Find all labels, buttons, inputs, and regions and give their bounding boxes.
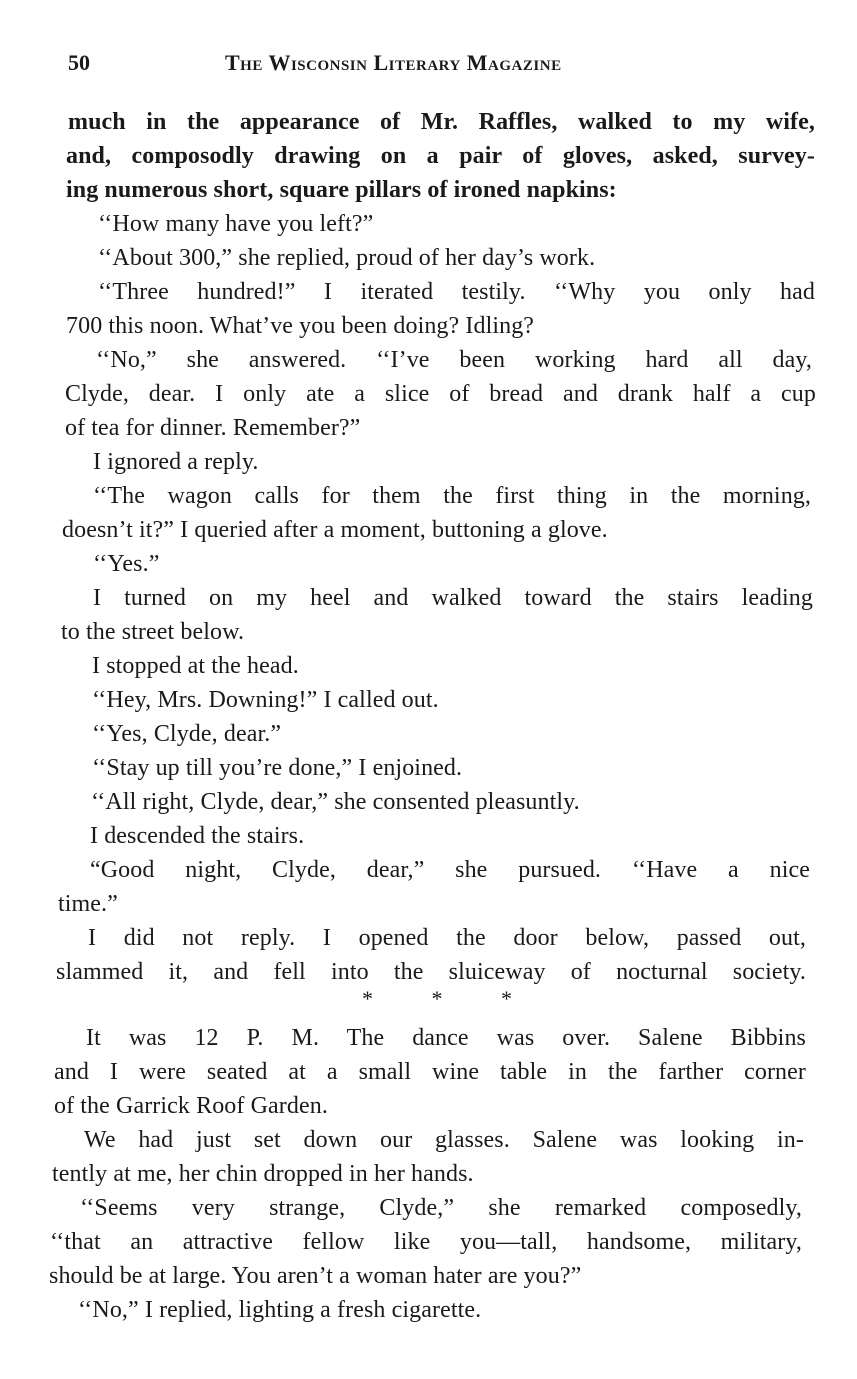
text-line: slammed it, and fell into the sluiceway of nocturnal society.	[56, 959, 806, 985]
text-line: ‘‘About 300,” she replied, proud of her day’s work.	[98, 245, 596, 271]
text-line: Clyde, dear. I only ate a slice of bread and drank half a cup	[65, 381, 816, 407]
text-line: We had just set down our glasses. Salene was looking in-	[84, 1127, 804, 1153]
text-line: ‘‘Three hundred!” I iterated testily. ‘‘Why you only had	[98, 279, 815, 305]
text-line: and, composodly drawing on a pair of gloves, asked, survey-	[66, 143, 815, 169]
text-line: ‘‘Seems very strange, Clyde,” she remarked composedly,	[80, 1195, 802, 1221]
text-line: and I were seated at a small wine table in the farther corner	[54, 1059, 806, 1085]
running-title: The Wisconsin Literary Magazine	[225, 50, 562, 75]
text-line: ‘‘Yes, Clyde, dear.”	[92, 721, 282, 747]
text-line: ing numerous short, square pillars of ironed napkins:	[66, 177, 617, 203]
text-line: tently at me, her chin dropped in her hands.	[52, 1161, 474, 1187]
section-separator	[362, 984, 512, 1014]
text-line: “Good night, Clyde, dear,” she pursued. ‘‘Have a nice	[90, 857, 810, 883]
text-line: to the street below.	[61, 619, 245, 645]
text-line: ‘‘Yes.”	[93, 551, 160, 577]
text-line: of the Garrick Roof Garden.	[54, 1093, 328, 1119]
separator-asterisk: *	[501, 986, 512, 1011]
text-line: ‘‘The wagon calls for them the first thing in the morning,	[93, 483, 811, 509]
text-line: ‘‘No,” she answered. ‘‘I’ve been working hard all day,	[96, 347, 812, 373]
text-line: ‘‘How many have you left?”	[98, 211, 374, 237]
text-line: should be at large. You aren’t a woman hater are you?”	[49, 1263, 582, 1289]
text-line: I did not reply. I opened the door below, passed out,	[88, 925, 806, 951]
text-line: doesn’t it?” I queried after a moment, buttoning a glove.	[62, 517, 608, 543]
text-line: much in the appearance of Mr. Raffles, walked to my wife,	[68, 109, 815, 135]
text-line: ‘‘All right, Clyde, dear,” she consented pleasuntly.	[91, 789, 580, 815]
page-header	[68, 50, 828, 84]
text-line: 700 this noon. What’ve you been doing? Idling?	[66, 313, 535, 339]
page-number: 50	[68, 50, 90, 75]
text-line: ‘‘No,” I replied, lighting a fresh cigarette.	[78, 1297, 482, 1323]
text-line: ‘‘Stay up till you’re done,” I enjoined.	[92, 755, 463, 781]
text-line: I ignored a reply.	[93, 449, 259, 475]
text-line: I stopped at the head.	[92, 653, 299, 679]
text-line: I turned on my heel and walked toward the stairs leading	[93, 585, 813, 611]
text-line: ‘‘that an attractive fellow like you—tall, handsome, military,	[50, 1229, 802, 1255]
text-line: of tea for dinner. Remember?”	[65, 415, 361, 441]
separator-asterisk: *	[431, 986, 443, 1011]
text-line: time.”	[58, 891, 118, 917]
text-line: ‘‘Hey, Mrs. Downing!” I called out.	[92, 687, 439, 713]
text-line: I descended the stairs.	[90, 823, 305, 849]
separator-asterisk: *	[362, 986, 373, 1011]
text-line: It was 12 P. M. The dance was over. Salene Bibbins	[86, 1025, 806, 1051]
